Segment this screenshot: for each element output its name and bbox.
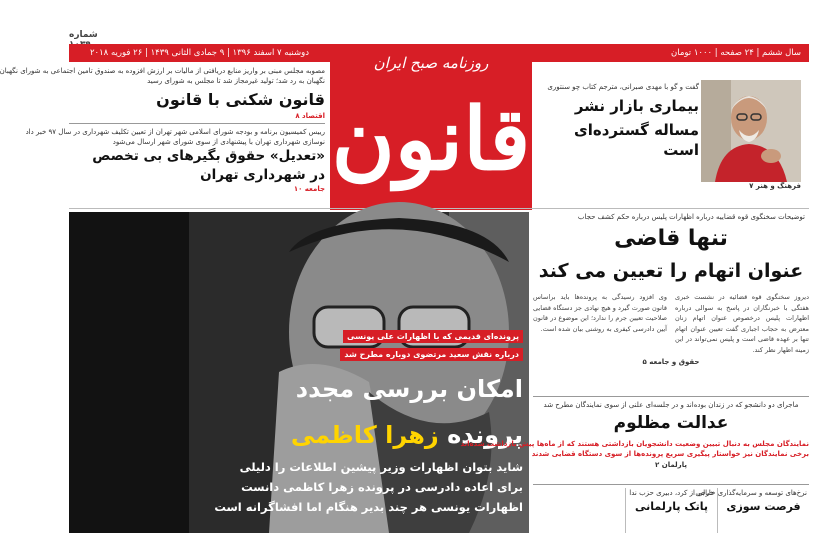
story2-headline-line1[interactable]: «تعدیل» حقوق بگیرهای بی تخصص [92, 148, 325, 164]
second-story-red-1: نمایندگان مجلس به دنبال تبیین وضعیت دانشجویان بازداشتی هستند که از ماه‌ها پیش بازداشت شده‌اند [460, 440, 809, 448]
masthead-title: قانون [331, 89, 531, 190]
bottom-col-2 [625, 488, 717, 533]
right-top-headline-line1[interactable]: بیماری بازار نشر [574, 97, 699, 115]
bottom-divider [533, 484, 809, 485]
right-top-byline: فرهنگ و هنر ۷ [749, 182, 801, 190]
bottom-col-2-kicker: خیالی از کرد، دبیری حزب ندا [629, 489, 714, 497]
story1-headline[interactable]: قانون شکنی با قانون [156, 90, 325, 109]
main-story-kicker: توضیحات سخنگوی قوه قضاییه درباره اظهارات پلیس درباره حکم کشف حجاب [577, 213, 805, 221]
story-divider [69, 123, 325, 124]
main-story-body [533, 292, 809, 356]
main-photo [69, 212, 529, 533]
bottom-col-2-headline[interactable]: پاتک پارلمانی [635, 500, 708, 513]
main-story-byline: حقوق و جامعه ۵ [642, 358, 700, 366]
story2-headline-line2[interactable]: در شهرداری تهران [200, 167, 325, 183]
bottom-row [533, 488, 809, 533]
main-story-headline-line2[interactable]: عنوان اتهام را تعیین می کند [538, 260, 804, 282]
story2-byline: جامعه ۱۰ [293, 185, 325, 193]
masthead-subtitle: روزنامه صبح ایران [373, 54, 489, 72]
photo-tag-2: درباره نقش سعید مرتضوی دوباره مطرح شد [340, 348, 523, 361]
story2-kicker2: نوسازی شهرداری تهران با پیشنهادی از سوی شورای شهر ارسال می‌شود [112, 138, 325, 146]
bottom-col-1-kicker: نرخ‌های توسعه و سرمایه‌گذاری خارجی [695, 489, 807, 497]
price-bar: سال ششم | ۲۴ صفحه | ۱۰۰۰ تومان [532, 44, 809, 62]
second-story-red-2: برخی نمایندگان نیز خواستار پیگیری سریع پرونده‌ها از سوی دستگاه قضایی شدند [531, 450, 809, 458]
photo-headline-highlight: زهرا کاظمی [290, 421, 439, 449]
bottom-col-3 [533, 488, 625, 533]
header-rule [69, 208, 809, 209]
photo-lede-3: اظهارات یونسی هر چند بدیر هنگام اما افشاگرانه است [214, 500, 523, 514]
portrait-illustration [701, 80, 801, 182]
bottom-col-1-headline[interactable]: فرصت سوزی [726, 500, 801, 513]
main-story-body-left: وی افزود رسیدگی به پرونده‌ها باید براساس قانون صورت گیرد و هیچ نهادی جز دستگاه قضایی صلاحیت تعیین جرم را ندارد؛ این موضوع در قانون آیین دادرسی کیفری به روشنی بیان شده است. [533, 293, 667, 333]
second-story-headline[interactable]: عدالت مظلوم [613, 413, 729, 433]
left-top-stories [0, 66, 325, 208]
second-story [460, 400, 809, 480]
portrait-photo [701, 80, 801, 182]
issue-number: شماره [69, 30, 98, 40]
section-divider [533, 396, 809, 397]
right-top-kicker: گفت و گو با مهدی صبرانی، مترجم کتاب چو سنتوری [547, 83, 699, 91]
photo-headline-line1[interactable]: امکان بررسی مجدد [295, 375, 523, 403]
second-story-byline: پارلمان ۲ [655, 461, 687, 469]
story1-kicker2: نگهبان به رد شد؛ تولید غیرمجاز شد تا مجلس به شورای رسید [147, 77, 325, 85]
main-story-body-right: دیروز سخنگوی قوه قضائیه در نشست خبری هفتگی با خبرنگاران در پاسخ به سوالی درباره اظهارات پلیس درخصوص عنوان اتهام زنان معترض به حجاب اجباری گفت تعیین عنوان اتهام تنها بر عهده قاضی است و پلیس نمی‌تواند در این زمینه اظهار نظر کند. [675, 293, 809, 354]
main-story-headline-line1[interactable]: تنها قاضی [614, 226, 728, 251]
date-bar: دوشنبه ۷ اسفند ۱۳۹۶ | ۹ جمادی الثانی ۱۴۳۹ | ۲۶ فوریه ۲۰۱۸ [69, 44, 330, 62]
right-top-headline-line2[interactable]: مساله گسترده‌ای است [573, 121, 699, 159]
story1-kicker: مصوبه مجلس مبنی بر واریز منابع دریافتی از مالیات بر ارزش افزوده به صندوق تامین اجتماعی به شورای نگهبان [0, 67, 325, 75]
photo-tag-1: پرونده‌ای قدیمی که با اظهارات علی یونسی [343, 330, 523, 343]
photo-lede-1: شاید بتوان اظهارات وزیر پیشین اطلاعات را دلیلی [239, 460, 523, 474]
masthead [330, 44, 532, 210]
photo-headline-prefix: پرونده [447, 421, 523, 449]
photo-lede-2: برای اعاده دادرسی در پرونده زهرا کاظمی دانست [241, 480, 523, 494]
second-story-kicker: ماجرای دو دانشجو که در زندان بوده‌اند و در جلسه‌ای علنی از سوی نمایندگان مطرح شد [543, 401, 799, 409]
main-story [533, 212, 809, 392]
bottom-col-1 [695, 488, 809, 533]
story2-kicker: رییس کمیسیون برنامه و بودجه شورای اسلامی شهر تهران از تعیین تکلیف شهرداری در سال ۹۷ خبر داد [25, 128, 325, 136]
story1-byline: اقتصاد ۸ [295, 112, 325, 120]
